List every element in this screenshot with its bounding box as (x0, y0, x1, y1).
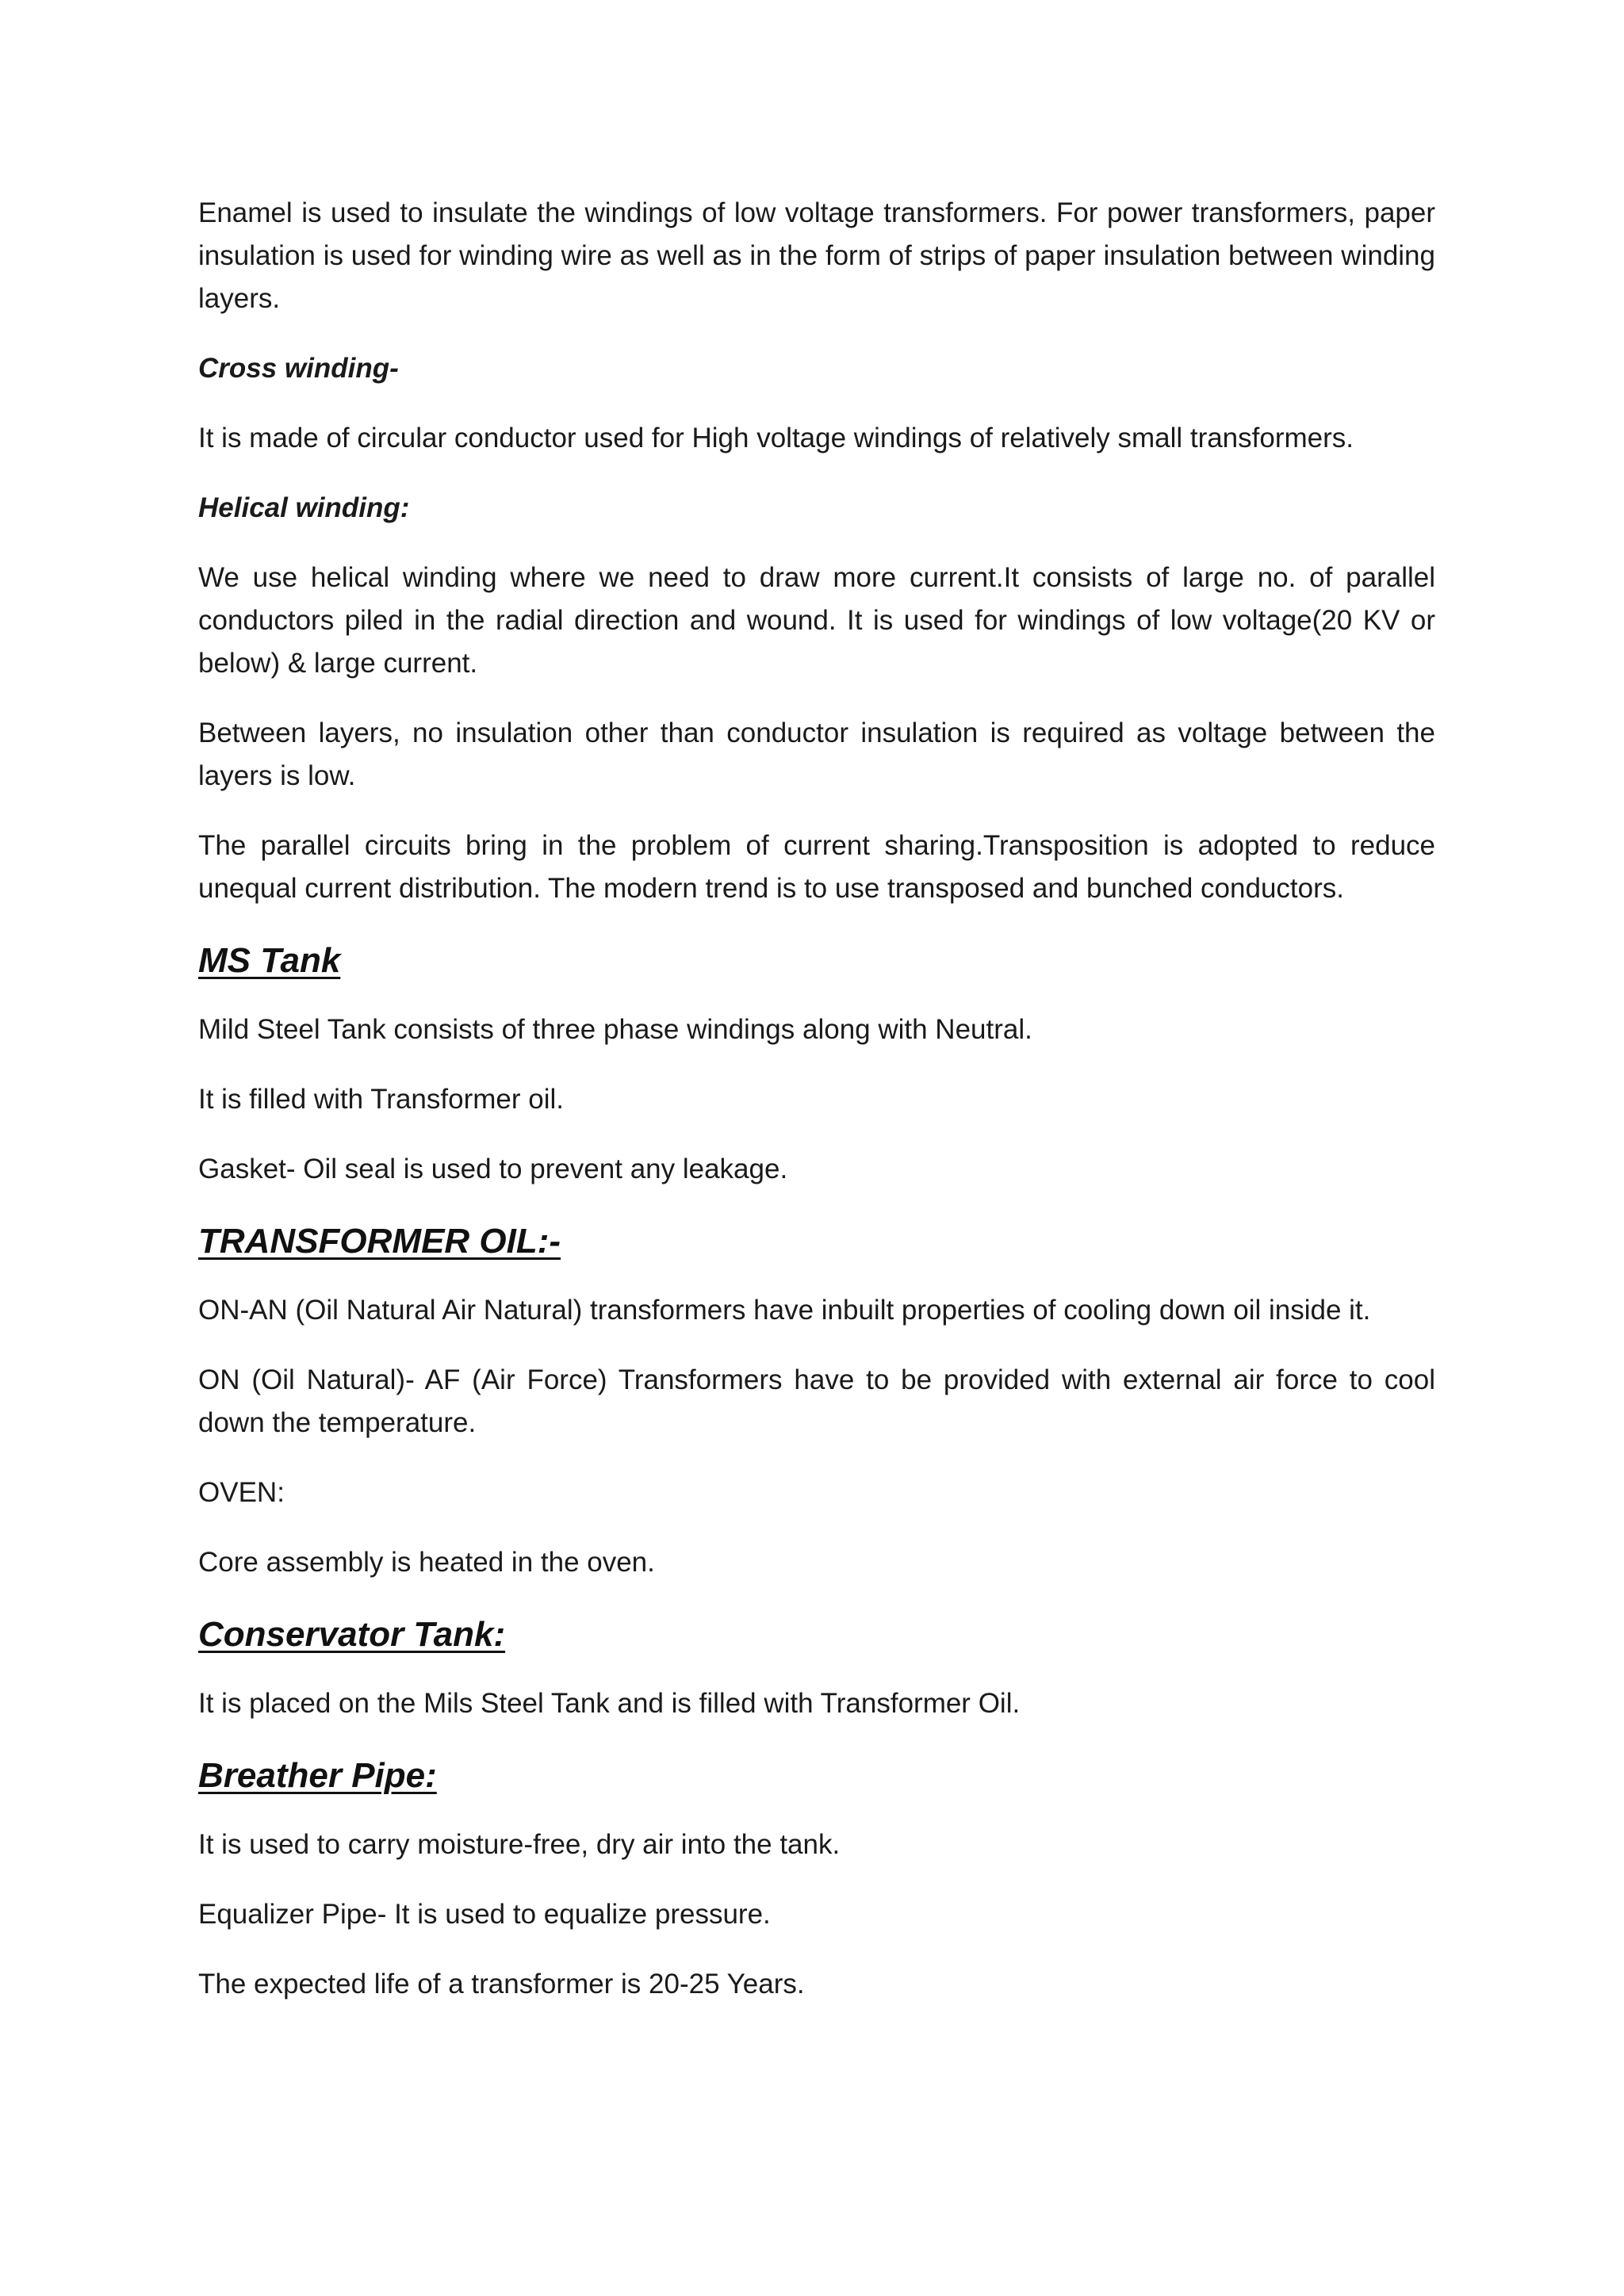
paragraph-layers: Between layers, no insulation other than conductor insulation is required as voltage between the layers is low. (198, 718, 1435, 791)
paragraph-oven-label: OVEN: (198, 1477, 285, 1508)
paragraph-parallel-circuits: The parallel circuits bring in the problem of current sharing.Transposition is adopted to reduce unequal current distribution. The modern trend is to use transposed and bunched conductors. (198, 830, 1435, 904)
heading-conservator-tank: Conservator Tank: (198, 1615, 506, 1654)
paragraph-enamel: Enamel is used to insulate the windings of low voltage transformers. For power transformers, paper insulation is used for winding wire as well as in the form of strips of paper insulation between winding layers. (198, 197, 1435, 314)
heading-breather-pipe: Breather Pipe: (198, 1756, 437, 1795)
paragraph-cross-winding: It is made of circular conductor used for High voltage windings of relatively small transformers. (198, 423, 1354, 453)
paragraph-conservator: It is placed on the Mils Steel Tank and is filled with Transformer Oil. (198, 1688, 1021, 1719)
paragraph-helical-winding: We use helical winding where we need to draw more current.It consists of large no. of parallel conductors piled in the radial direction and wound. It is used for windings of low voltage(20 KV or below) & large current. (198, 562, 1435, 679)
paragraph-oven-text: Core assembly is heated in the oven. (198, 1547, 655, 1578)
paragraph-ms-tank-1: Mild Steel Tank consists of three phase windings along with Neutral. (198, 1014, 1032, 1045)
paragraph-oil-1: ON-AN (Oil Natural Air Natural) transformers have inbuilt properties of cooling down oil inside it. (198, 1295, 1371, 1326)
subheading-helical-winding: Helical winding: (198, 492, 410, 523)
paragraph-breather-1: It is used to carry moisture-free, dry air into the tank. (198, 1829, 841, 1860)
heading-ms-tank: MS Tank (198, 941, 341, 980)
paragraph-breather-3: The expected life of a transformer is 20-25 Years. (198, 1969, 805, 1999)
paragraph-ms-tank-2: It is filled with Transformer oil. (198, 1084, 564, 1115)
document-body (198, 192, 1435, 2033)
heading-transformer-oil: TRANSFORMER OIL:- (198, 1222, 561, 1261)
paragraph-ms-tank-3: Gasket- Oil seal is used to prevent any leakage. (198, 1154, 788, 1184)
paragraph-breather-2: Equalizer Pipe- It is used to equalize pressure. (198, 1899, 771, 1930)
paragraph-oil-2: ON (Oil Natural)- AF (Air Force) Transformers have to be provided with external air force to cool down the temperature. (198, 1364, 1435, 1438)
subheading-cross-winding: Cross winding- (198, 353, 399, 384)
